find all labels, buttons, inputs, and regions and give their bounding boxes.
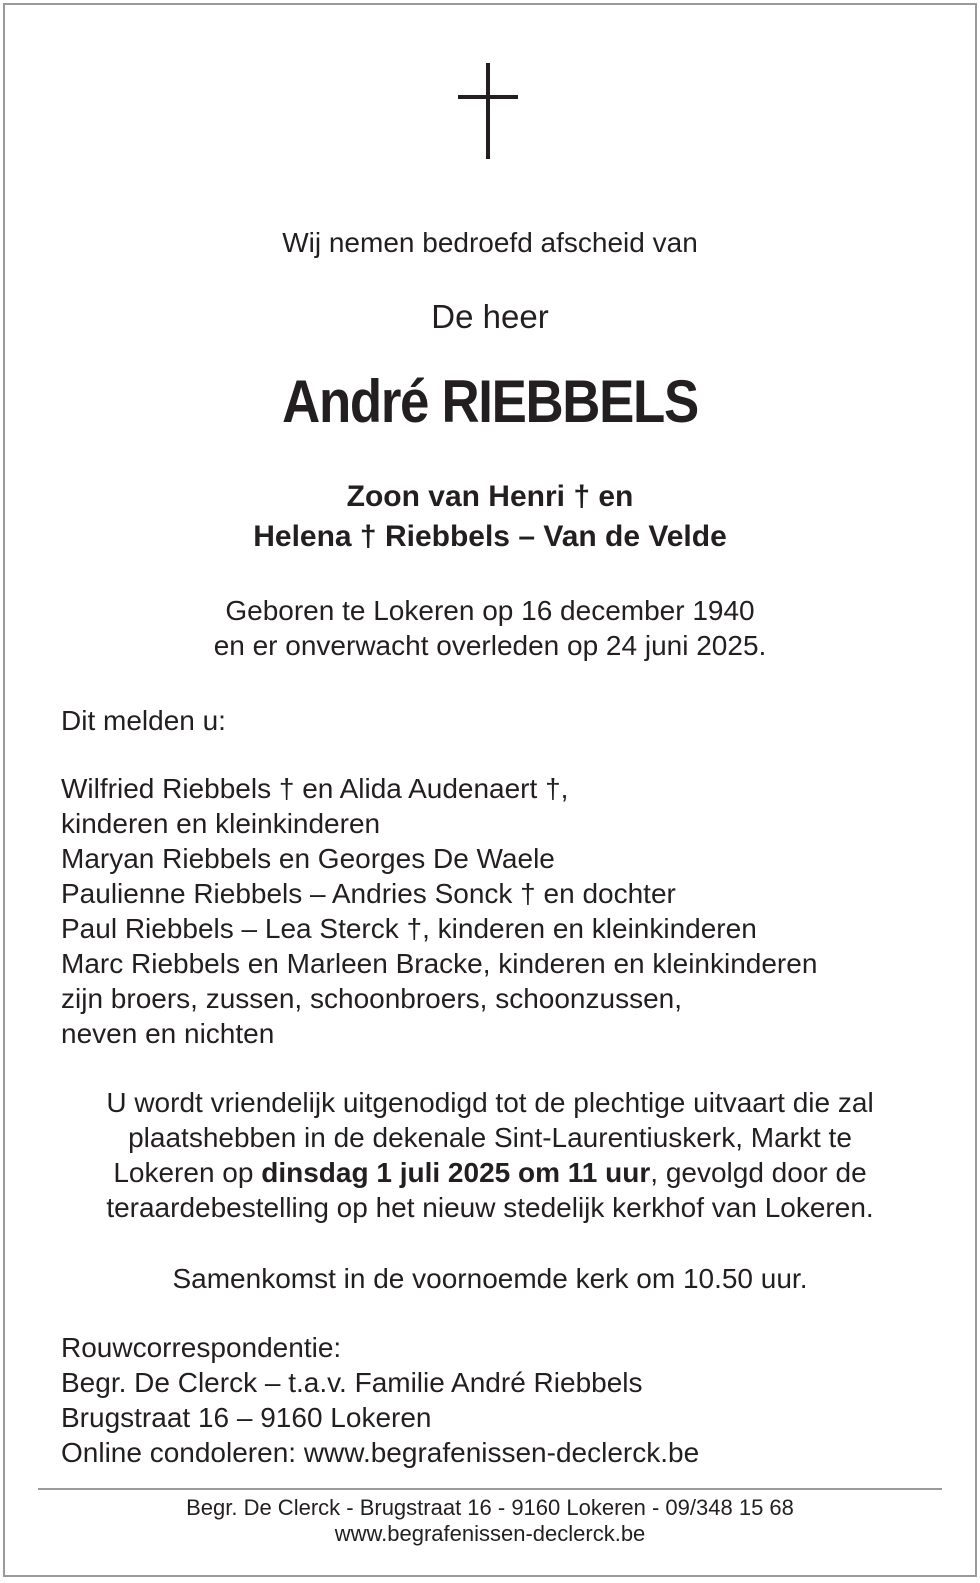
footer-divider: [38, 1488, 942, 1490]
family-line: neven en nichten: [61, 1018, 275, 1049]
footer-website-link[interactable]: www.begrafenissen-declerck.be: [334, 1521, 646, 1546]
parents-block: [5, 477, 975, 557]
family-line: Paul Riebbels – Lea Sterck †, kinderen en kleinkinderen: [61, 913, 757, 944]
family-list: [61, 771, 935, 1051]
family-line: Paulienne Riebbels – Andries Sonck † en dochter: [61, 878, 676, 909]
family-line: Maryan Riebbels en Georges De Waele: [61, 843, 555, 874]
correspondence-heading: Rouwcorrespondentie:: [61, 1332, 342, 1363]
invitation-text: Lokeren op: [113, 1157, 262, 1188]
parents-line: Helena † Riebbels – Van de Velde: [253, 520, 727, 553]
deceased-name: André RIEBBELS: [282, 368, 698, 435]
death-notice-card: [3, 3, 977, 1577]
announce-text: Dit melden u:: [61, 705, 226, 736]
meeting-time: Samenkomst in de voornoemde kerk om 10.50 uur.: [172, 1263, 808, 1294]
intro-text: Wij nemen bedroefd afscheid van: [282, 227, 698, 258]
death-line: en er onverwacht overleden op 24 juni 2025.: [213, 630, 767, 661]
invitation-line: teraardebestelling op het nieuw stedelijk kerkhof van Lokeren.: [106, 1192, 874, 1223]
funeral-invitation: [5, 1085, 975, 1225]
invitation-line: plaatshebben in de dekenale Sint-Laurentiuskerk, Markt te: [128, 1122, 852, 1153]
family-line: zijn broers, zussen, schoonbroers, schoonzussen,: [61, 983, 682, 1014]
correspondence-line: Begr. De Clerck – t.a.v. Familie André Riebbels: [61, 1367, 643, 1398]
birth-line: Geboren te Lokeren op 16 december 1940: [225, 595, 755, 626]
funeral-datetime: dinsdag 1 juli 2025 om 11 uur: [261, 1157, 651, 1188]
family-line: kinderen en kleinkinderen: [61, 808, 381, 839]
footer-contact: Begr. De Clerck - Brugstraat 16 - 9160 Lokeren - 09/348 15 68: [186, 1495, 794, 1520]
online-condolence-link[interactable]: Online condoleren: www.begrafenissen-declerck.be: [61, 1437, 700, 1468]
family-line: Wilfried Riebbels † en Alida Audenaert †,: [61, 773, 569, 804]
dates-block: [5, 593, 975, 663]
parents-line: Zoon van Henri † en: [346, 480, 634, 513]
invitation-line: [5, 1155, 975, 1190]
footer: [5, 1495, 975, 1547]
correspondence-address: Brugstraat 16 – 9160 Lokeren: [61, 1402, 432, 1433]
latin-cross-icon: [458, 63, 518, 159]
invitation-line: U wordt vriendelijk uitgenodigd tot de plechtige uitvaart die zal: [106, 1087, 874, 1118]
correspondence-block: [61, 1330, 935, 1470]
family-line: Marc Riebbels en Marleen Bracke, kinderen en kleinkinderen: [61, 948, 818, 979]
honorific-title: De heer: [431, 298, 549, 335]
invitation-text: , gevolgd door de: [650, 1157, 867, 1188]
